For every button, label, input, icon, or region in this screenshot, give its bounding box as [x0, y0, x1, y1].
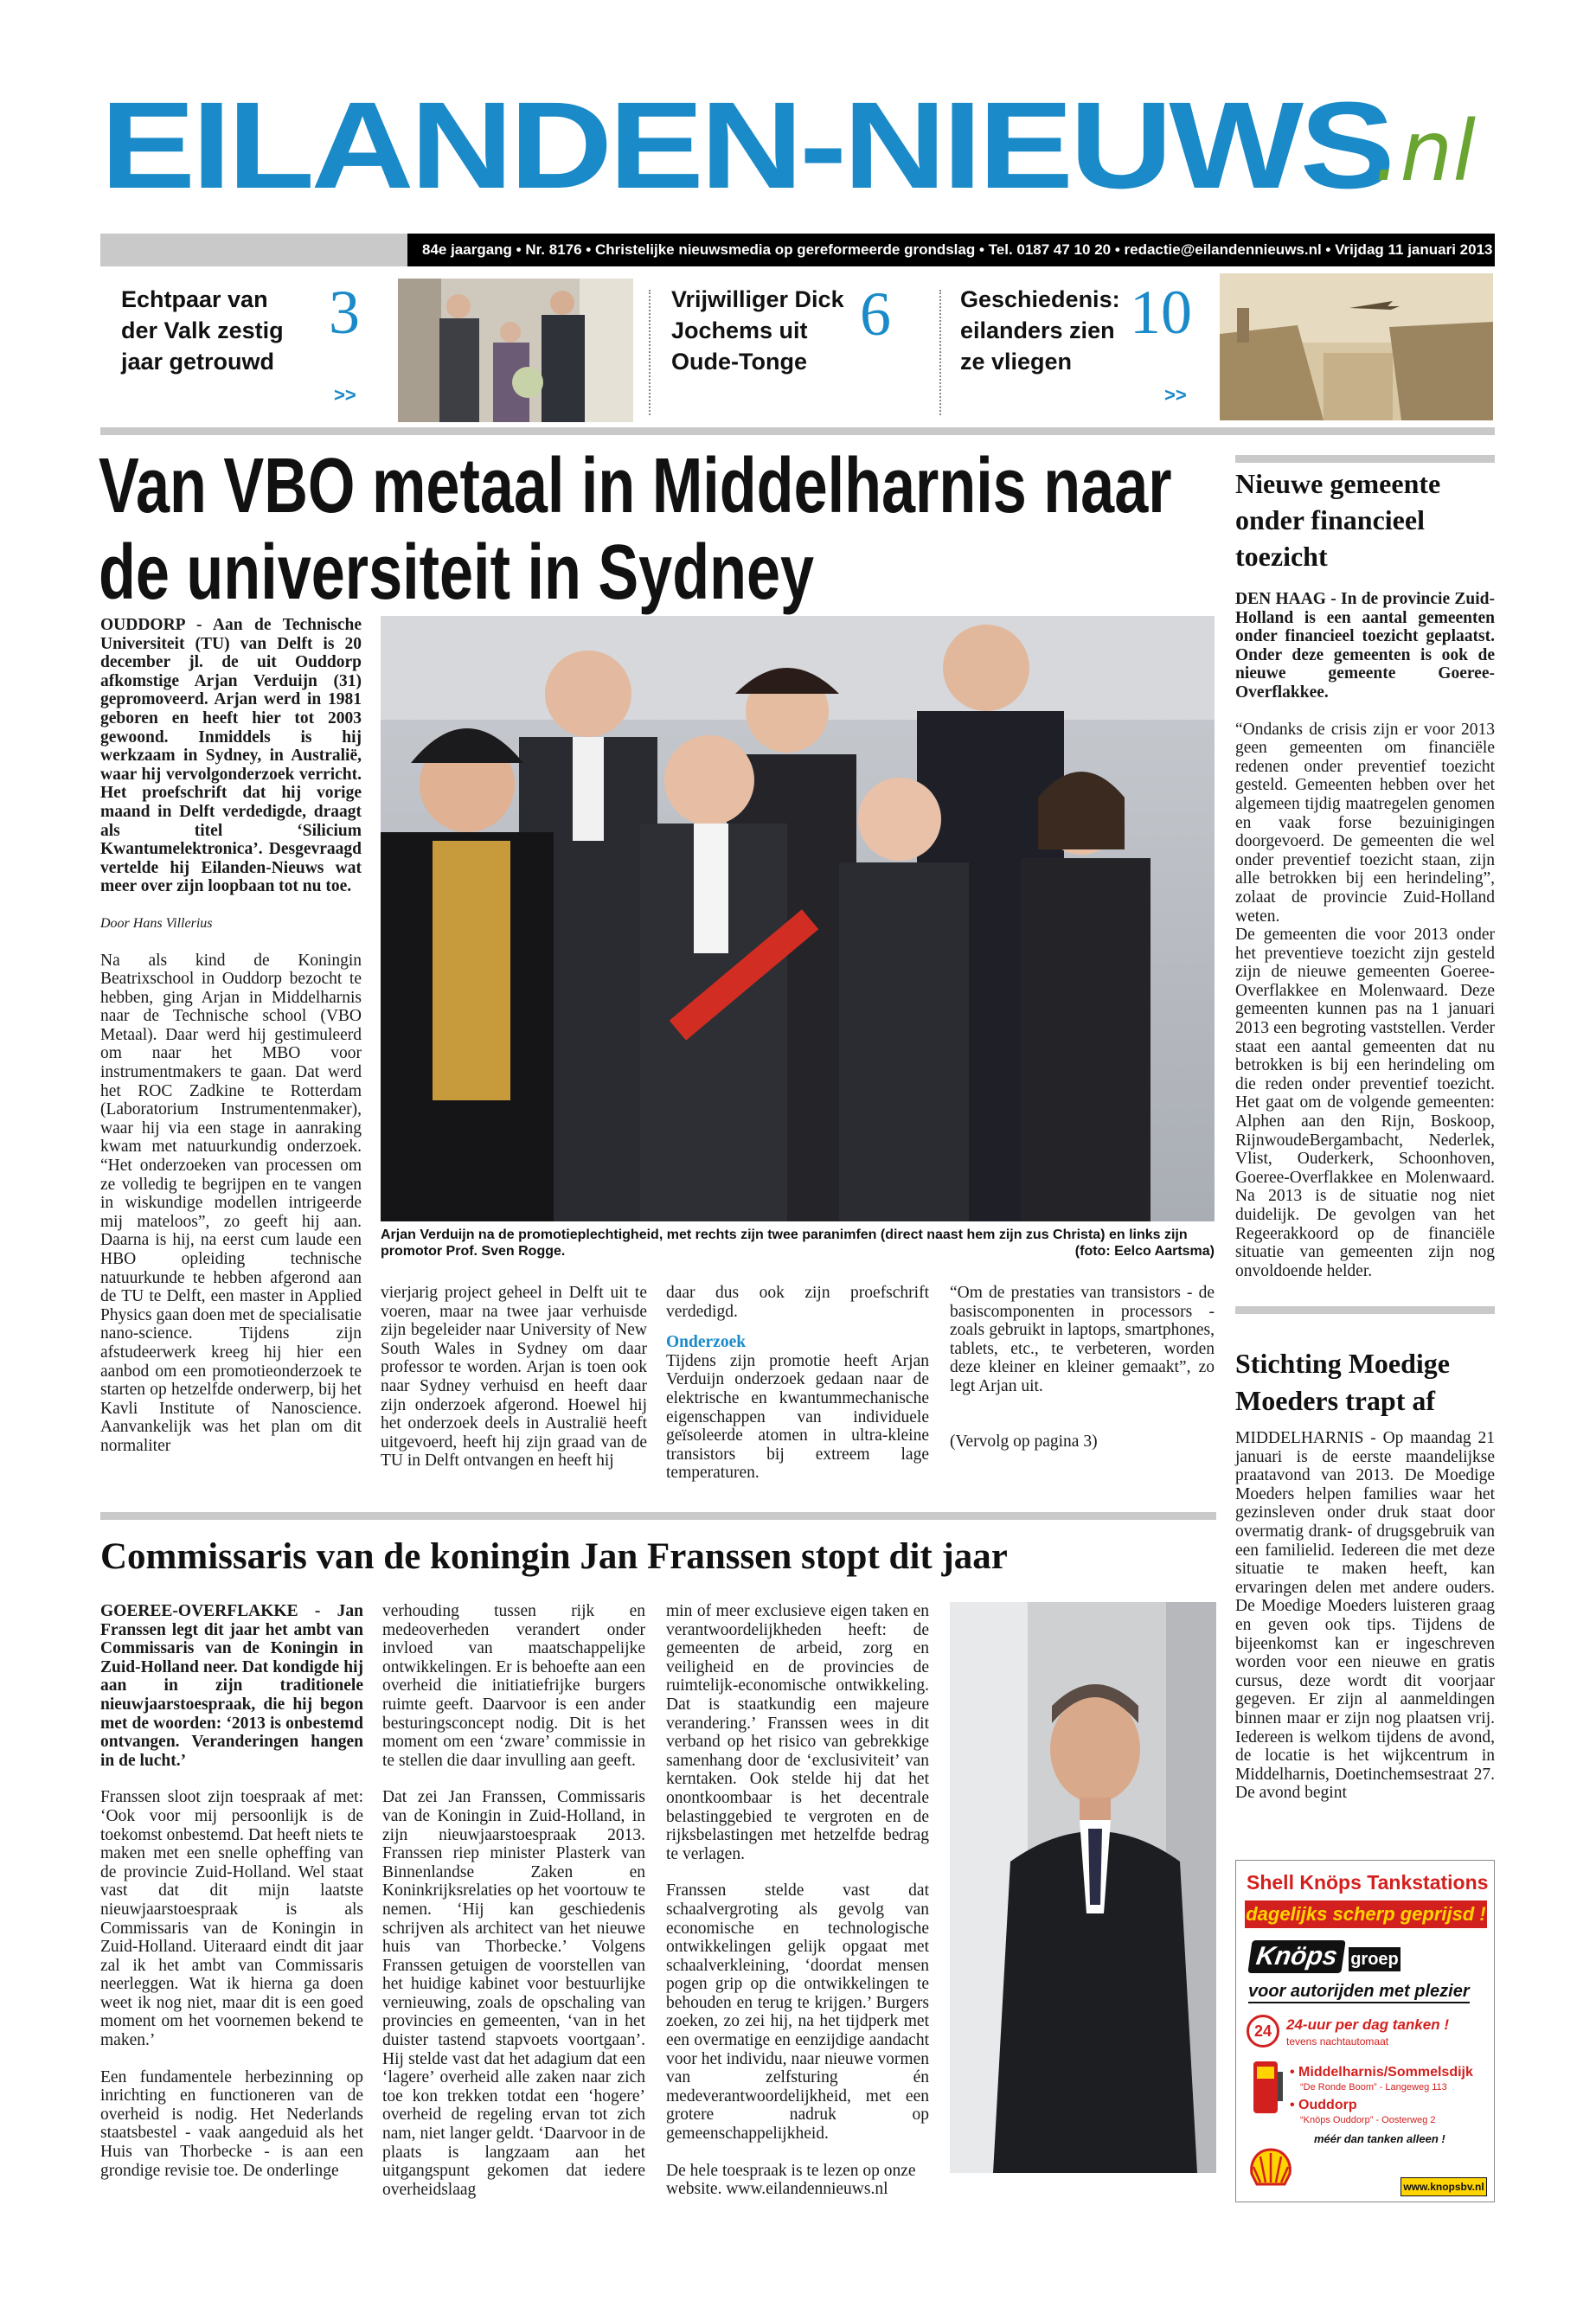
teaser-3-photo [1220, 273, 1493, 420]
ad-more: méér dan tanken alleen ! [1314, 2132, 1445, 2145]
teaser-3-arrow: >> [1164, 384, 1187, 406]
ad-loc2: • Ouddorp [1290, 2098, 1357, 2112]
ad-loc1-sub: “De Ronde Boom” - Langeweg 113 [1300, 2082, 1447, 2093]
teaser-1-photo [398, 279, 633, 422]
ad-hours-sub: tevens nachtautomaat [1286, 2035, 1389, 2048]
main-headline-line2: de universiteit in Sydney [99, 529, 815, 616]
second-section-rule [100, 1512, 1216, 1520]
main-article-col2 [381, 1284, 647, 1483]
teaser-2-page: 6 [860, 279, 891, 349]
teaser-1[interactable] [121, 278, 433, 413]
ad-loc1: • Middelharnis/Sommelsdijk [1290, 2065, 1473, 2080]
sidebar-story2-headline: Stichting Moedige Moeders trapt af [1235, 1348, 1450, 1416]
sidebar-story1-headline: Nieuwe gemeente onder financieel toezicht [1235, 468, 1441, 572]
ad-url-text: www.knopsbv.nl [1403, 2181, 1484, 2193]
main-lead: OUDDORP - Aan de Technische Universiteit (TU) van Delft is 20 december jl. de uit Ouddorp afkomstige Arjan Verduijn (31) gepromoveerd. Arjan werd in 1981 geboren en heeft hier tot 2003 gewoond. Inmiddels is hij werkzaam in Sydney, in Australië, waar hij vervolgonderzoek verricht. Het proefschrift dat hij vorige maand in Delft verdedigde, draagt als titel ‘Silicium Kwantumelektronica’. Desgevraagd vertelde hij Eilanden-Nieuws wat meer over zijn loopbaan tot nu toe. [100, 616, 362, 896]
second-headline: Commissaris van de koningin Jan Franssen stopt dit jaar [100, 1536, 1008, 1577]
main-photo [381, 616, 1215, 1221]
ad-tagline: voor autorijden met plezier [1248, 1982, 1470, 2003]
second-article-col2 [382, 1602, 645, 2199]
second-col1-p1: Franssen sloot zijn toespraak af met: ‘Ook voor mij persoonlijk is de toekomst onbestemd. Dat heeft niets te maken met een snelle opheffing van de provincie Zuid-Holland. Wel staat vast dat dit mijn laatste nieuwjaarstoespraak is als Commissaris van de Koningin in Zuid-Holland. Uiteraard eindt dit jaar zal ik het ambt van Commissaris neerleggen. Wat ik hierna ga doen weet ik nog niet, maar dit is een goed moment om het voornemen bekend te maken.’ [100, 1788, 363, 2050]
continued-link[interactable]: (Vervolg op pagina 3) [950, 1432, 1098, 1451]
franssen-photo [950, 1602, 1216, 2173]
ad-slogan-bar [1245, 1900, 1487, 1928]
second-col3-p3: De hele toespraak is te lezen op onze website. www.eilandennieuws.nl [666, 2161, 916, 2199]
teaser-divider-2 [939, 290, 941, 415]
second-lead: GOEREE-OVERFLAKKE - Jan Franssen legt dit jaar het ambt van Commissaris van de Koningin in Zuid-Holland neer. Dat kondigde hij aan in zijn traditionele nieuwjaarstoespraak, die hij begon met de woorden: ‘2013 is onbestemd ontvangen. Veranderingen hangen in de lucht.’ [100, 1602, 363, 1770]
main-col2-body: vierjarig project geheel in Delft uit te voeren, maar na twee jaar verhuisde zijn begeleider naar University of New South Wales in Sydney om daar professor te worden. Arjan is toen ook naar Sydney verhuisd en heeft daar zijn onderzoek afgerond. Hoewel hij het onderzoek deels in Australië heeft uitgevoerd, heeft hij zijn graad van de TU in Delft ontvangen en heeft hij [381, 1284, 647, 1471]
photo-credit: (foto: Eelco Aartsma) [1074, 1244, 1215, 1259]
ad-logo-word: Knöps [1254, 1942, 1340, 1971]
ad-logo-tag-box [1349, 1947, 1401, 1971]
sidebar-story1-p1: “Ondanks de crisis zijn er voor 2013 geen gemeenten om financiële redenen onder preventief toezicht gesteld. Gemeenten hebben over het algemeen tijdig maatregelen genomen en vaak forse bezuinigingen doorgevoerd. De gemeenten die wel onder preventief toezicht staan, zijn alle betrokken bij een herindeling”, zolaat de provincie Zuid-Holland weten. [1235, 720, 1495, 926]
ad-loc2-sub: “Knöps Ouddorp” - Oosterweg 2 [1300, 2115, 1436, 2125]
teaser-1-page: 3 [329, 278, 360, 347]
teaser-3-page: 10 [1130, 278, 1192, 347]
sidebar-mid-rule [1235, 1306, 1495, 1314]
second-col2-p2: Dat zei Jan Franssen, Commissaris van de Koningin in Zuid-Holland, in zijn nieuwjaarstoespraak 2013. Franssen riep minister Plasterk van Binnenlandse Zaken en Koninkrijksrelaties op het voortouw te nemen. ‘Hij kan geschiedenis schrijven als architect van het nieuwe huis van Thorbecke.’ Volgens Franssen getuigen de voorstellen van het huidige kabinet voor bestuurlijke vernieuwing, zoals de opschaling van provincies en gemeenten, ‘van in het duister tastend stapvoets voortgaan’. Hij stelde vast dat het adagium dat een ‘lagere’ overheid alle zaken naar zich toe kon trekken totdat een ‘hogere’ overheid de regeling ervan tot zich nam, niet langer geldt. ‘Daarvoor in de plaats is langzaam aan het uitgangspunt gekomen dat iedere overheidslaag [382, 1788, 645, 2199]
second-col2-p1: verhouding tussen rijk en medeoverheden verandert onder invloed van maatschappelijke ontwikkelingen. Er is behoefte aan een overheid die initiatiefrijke burgers ruimte geeft. Daarvoor is een ander besturingsconcept nodig. Dit is het moment om een ‘zware’ commissie in te stellen die daar invulling aan geeft. [382, 1602, 645, 1770]
shell-knops-ad[interactable] [1235, 1860, 1495, 2202]
sidebar-story1-lead: DEN HAAG - In de provincie Zuid-Holland is een aantal gemeenten onder financieel toezicht geplaatst. Onder deze gemeenten is ook de nieuwe gemeente Goeree-Overflakkee. [1235, 590, 1495, 702]
ad-pump-icon [1248, 2058, 1286, 2118]
teaser-2-title: Vrijwilliger Dick Jochems uit Oude-Tonge [671, 286, 844, 375]
main-article-col4 [950, 1284, 1215, 1483]
main-col4-body: “Om de prestaties van transistors - de basiscomponenten in processors - zoals gebruikt in laptops, smartphones, tablets, etc., te verbeteren, worden deze kleiner en kleiner gemaakt”, zo legt Arjan uit. [950, 1284, 1215, 1395]
main-col1-body: Na als kind de Koningin Beatrixschool in Ouddorp bezocht te hebben, ging Arjan in Middelharnis naar de Technische school (VBO Metaal). Daar werd hij gestimuleerd om naar het MBO voor instrumentmakers te gaan. Dat werd het ROC Zadkine te Rotterdam (Laboratorium Instrumentenmaker), waar hij via een stage in aanraking kwam met natuurkundig onderzoek. “Het onderzoeken van processen om ze volledig te begrijpen en te vangen in wiskundige modellen intrigeerde mij mateloos”, zo geeft hij aan. Daarna is hij, na eerst cum laude een HBO opleiding technische natuurkunde te hebben afgerond aan de TU te Delft, een master in Applied Physics gaan doen met de specialisatie nano-science. Tijdens zijn afstudeerwerk kreeg hij hier een aanbod om een promotieonderzoek te starten op hetzelfde onderwerp, bij het Kavli Institute of Nanoscience. Aanvankelijk was het plan om dit normaliter [100, 951, 362, 1455]
masthead-title: EILANDEN-NIEUWS [100, 75, 1392, 215]
main-col3-body2: Tijdens zijn promotie heeft Arjan Verduijn onderzoek gedaan naar de elektrische en kwantummechanische eigenschappen van individuele geïsoleerde atomen in ultra-kleine transistors bij extreem lage temperaturen. [666, 1351, 929, 1483]
sidebar-story1-p2: De gemeenten die voor 2013 onder het preventieve toezicht zijn gesteld zijn de nieuwe gemeenten Goeree-Overflakkee en Molenwaard. Deze gemeenten kunnen pas na 1 januari 2013 een begroting vaststellen. Verder staat een aantal gemeenten dat nu betrokken is bij een herindeling om die reden onder preventief toezicht. Het gaat om de volgende gemeenten: Alphen aan den Rijn, Boskoop, RijnwoudeBergambacht, Nederlek, Vlist, Ouderkerk, Schoonhoven, Goeree-Overflakkee en Molenwaard. Na 2013 is de situatie nog niet duidelijk. De gevolgen van het Regeerakkoord op de financiële situatie van gemeenten zijn nog onvoldoende helder. [1235, 926, 1495, 1280]
second-col1-p2: Een fundamentele herbezinning op inrichting en functioneren van de overheid is nodig. Het Nederlands staatsbestel - vaak aangeduid als het Huis van Thorbecke - is aan een grondige revisie toe. De onderlinge [100, 2067, 363, 2180]
shell-logo-icon [1248, 2146, 1293, 2191]
second-col3-p1: min of meer exclusieve eigen taken en verantwoordelijkheden heeft: de gemeenten de arbeid, zorg en veiligheid en de provincies de ruimtelijk-economische ontwikkeling. Dat is staatkundig een majeure verandering.’ Franssen wees in dit verband op het risico van gebrekkige samenhang door de ‘exclusiviteit’ van kerntaken. Ook stelde hij dat het onontkoombaar is het decentrale belastinggebied te vergroten en de rijksbelastingen met hetzelfde bedrag te verlagen. [666, 1602, 929, 1863]
main-col3-body: daar dus ook zijn proefschrift verdedigd. [666, 1284, 929, 1321]
masthead-suffix: .nl [1374, 103, 1477, 200]
second-col3-p2: Franssen stelde vast dat schaalvergroting als gevolg van economische en technologische ontwikkelingen gelijk opgaat met schaalverkleining, ‘doordat mensen pogen grip op die ontwikkelingen te behouden en terug te krijgen.’ Burgers zoeken, zo zei hij, na het tijdperk met een overmatige en eenzijdige aandacht voor het individu, naar nieuwe vormen van zelfsturing én medeverantwoordelijkheid, met een grotere nadruk op gemeenschappelijkheid. [666, 1881, 929, 2144]
main-article-col1 [100, 616, 362, 1481]
info-bar [100, 234, 1495, 266]
sidebar-top-rule [1235, 455, 1495, 463]
main-photo-caption [381, 1227, 1215, 1259]
top-section-rule [100, 427, 1495, 435]
photo-caption-text: Arjan Verduijn na de promotieplechtigheid, met rechts zijn twee paranimfen (direct naast hem zijn zus Christa) en links zijn promotor Prof. Sven Rogge. [381, 1227, 1188, 1259]
ad-hours-text: 24-uur per dag tanken ! [1286, 2016, 1449, 2033]
sidebar-story2 [1235, 1429, 1495, 1817]
teaser-1-title: Echtpaar van der Valk zestig jaar getrouwd [121, 286, 284, 375]
sidebar-story1 [1235, 590, 1495, 1282]
main-article-col3 [666, 1284, 929, 1483]
ad-logo-tag: groep [1350, 1950, 1399, 1969]
main-headline-line1: Van VBO metaal in Middelharnis naar [99, 443, 1172, 529]
ad-hours-num: 24 [1253, 2022, 1272, 2040]
teaser-1-arrow: >> [334, 384, 356, 406]
info-bar-text: 84e jaargang • Nr. 8176 • Christelijke nieuwsmedia op gereformeerde grondslag • Tel. 0187 47 10 20 • redactie@eilandennieuws.nl • Vrijdag 11 januari 2013 [422, 241, 1493, 258]
ad-url[interactable] [1401, 2177, 1487, 2196]
second-article-col3 [666, 1602, 929, 2199]
teaser-3-title: Geschiedenis: eilanders zien ze vliegen [960, 286, 1120, 375]
teaser-3[interactable] [960, 278, 1220, 413]
sidebar-story2-p1: MIDDELHARNIS - Op maandag 21 januari is de eerste maandelijkse praatavond van 2013. De Moedige Moeders helpen families waar het gezinsleven onder druk staat door overmatig drank- of drugsgebruik van een familielid. Iedereen die met deze situatie te maken heeft, kan ervaringen delen met andere ouders. De Moedige Moeders luisteren graag en geven ook tips. Tijdens de bijeenkomst kan er ingeschreven worden voor een nieuwe en gratis cursus, deze wordt dit voorjaar gegeven. Er zijn al aanmeldingen binnen maar er zijn nog plaatsen vrij. Iedereen is welkom tijdens de avond, de locatie is het wijkcentrum in Middelharnis, Doetinchemsestraat 27. De avond begint [1235, 1429, 1495, 1803]
ad-logo [1247, 1940, 1345, 1973]
ad-hours-badge [1247, 2015, 1279, 2048]
masthead [100, 75, 1519, 215]
teaser-2[interactable] [671, 279, 922, 413]
byline: Door Hans Villerius [100, 915, 213, 931]
ad-title: Shell Knöps Tankstations [1247, 1871, 1489, 1894]
subhead-onderzoek: Onderzoek [666, 1333, 747, 1352]
ad-slogan: dagelijks scherp geprijsd ! [1246, 1903, 1486, 1925]
second-article-col1 [100, 1602, 363, 2180]
teaser-divider-1 [649, 290, 651, 415]
